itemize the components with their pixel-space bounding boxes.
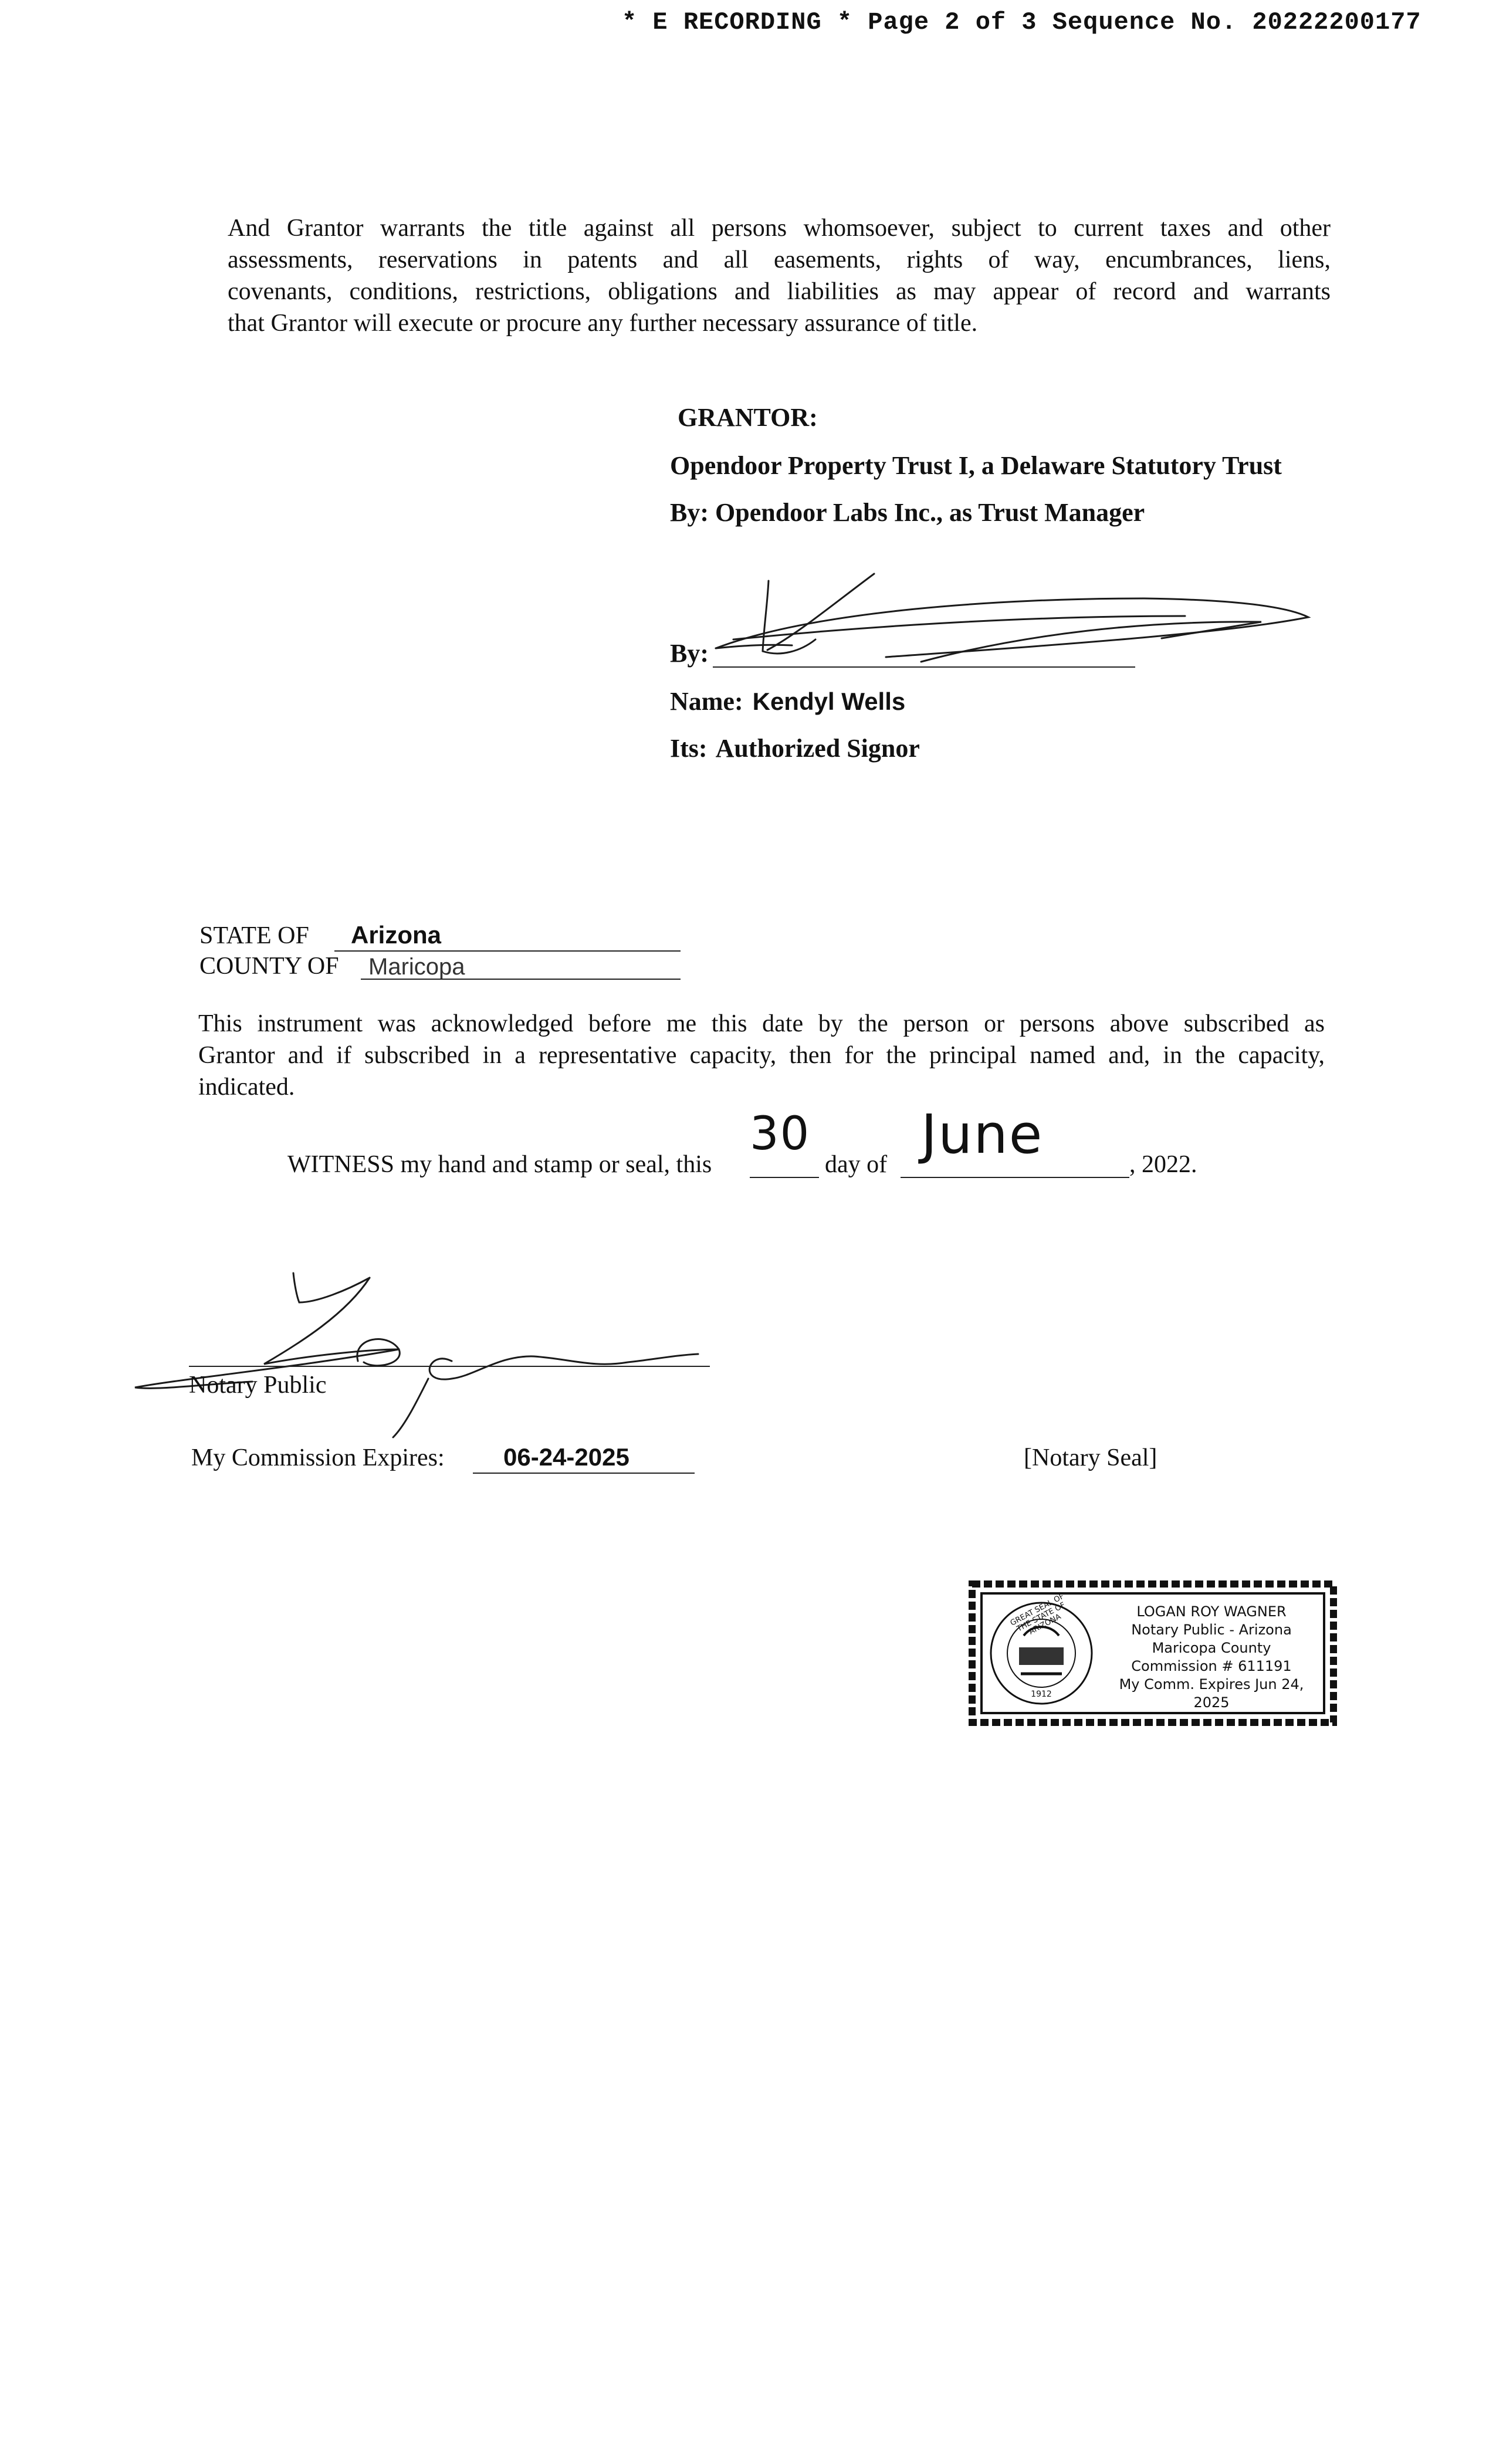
warranty-line: covenants, conditions, restrictions, obligations and liabilities as may appear of record and warrants <box>228 278 1331 305</box>
signer-title-value: Authorized Signor <box>715 734 920 763</box>
signer-name-value: Kendyl Wells <box>752 688 906 715</box>
month-underline <box>901 1177 1129 1178</box>
grantor-entity: Opendoor Property Trust I, a Delaware Statutory Trust <box>670 451 1282 480</box>
notary-public-label: Notary Public <box>189 1372 327 1399</box>
state-value: Arizona <box>351 921 442 949</box>
notary-signature <box>123 1267 710 1443</box>
grantor-heading: GRANTOR: <box>678 403 818 432</box>
state-underline <box>334 950 681 952</box>
notary-signature-line <box>189 1366 710 1367</box>
stamp-expiration: My Comm. Expires Jun 24, 2025 <box>1119 1676 1304 1711</box>
signature-by-label: By: <box>670 639 709 668</box>
seal-ring-year: 1912 <box>1031 1690 1052 1699</box>
witness-day-value: 30 <box>750 1108 811 1160</box>
acknowledgment-line: This instrument was acknowledged before me this date by the person or persons above subscribed as <box>198 1010 1325 1037</box>
stamp-notary-title: Notary Public - Arizona <box>1131 1622 1292 1638</box>
stamp-county: Maricopa County <box>1152 1640 1271 1656</box>
warranty-line: that Grantor will execute or procure any further necessary assurance of title. <box>228 310 978 337</box>
day-underline <box>750 1177 819 1178</box>
county-value: Maricopa <box>368 954 465 980</box>
commission-expires-value: 06-24-2025 <box>503 1443 629 1471</box>
seal-ring-text: GREAT SEAL OF THE STATE OF ARIZONA <box>1008 1592 1067 1637</box>
signer-name-row <box>670 686 905 716</box>
witness-prefix: WITNESS my hand and stamp or seal, this <box>287 1151 712 1178</box>
warranty-line: And Grantor warrants the title against all persons whomsoever, subject to current taxes and other <box>228 215 1331 242</box>
notary-stamp <box>965 1577 1341 1729</box>
county-underline <box>361 979 681 980</box>
acknowledgment-line: Grantor and if subscribed in a representative capacity, then for the principal named and, in the capacity, <box>198 1042 1325 1069</box>
commission-expires-label: My Commission Expires: <box>191 1444 445 1471</box>
witness-day-of: day of <box>825 1151 888 1178</box>
stamp-notary-name: LOGAN ROY WAGNER <box>1136 1603 1287 1620</box>
notary-seal-label: [Notary Seal] <box>1024 1444 1157 1471</box>
state-label: STATE OF <box>199 922 309 949</box>
acknowledgment-line: indicated. <box>198 1074 295 1101</box>
commission-underline <box>473 1473 695 1474</box>
witness-month-value: June <box>921 1103 1044 1166</box>
grantor-signature <box>698 563 1320 681</box>
recording-header: * E RECORDING * Page 2 of 3 Sequence No. 20222200177 <box>622 8 1421 36</box>
signer-title-label: Its: <box>670 734 708 763</box>
acknowledgment-paragraph <box>198 1008 1325 1103</box>
grantor-trust-manager: By: Opendoor Labs Inc., as Trust Manager <box>670 498 1145 527</box>
signer-title-row <box>670 733 920 763</box>
stamp-commission-number: Commission # 611191 <box>1131 1658 1292 1674</box>
stamp-text-block <box>1100 1603 1323 1712</box>
warranty-paragraph <box>228 212 1331 339</box>
witness-year: , 2022. <box>1129 1151 1197 1178</box>
signer-name-label: Name: <box>670 687 743 716</box>
county-label: COUNTY OF <box>199 953 339 980</box>
warranty-line: assessments, reservations in patents and all easements, rights of way, encumbrances, liens, <box>228 246 1331 273</box>
